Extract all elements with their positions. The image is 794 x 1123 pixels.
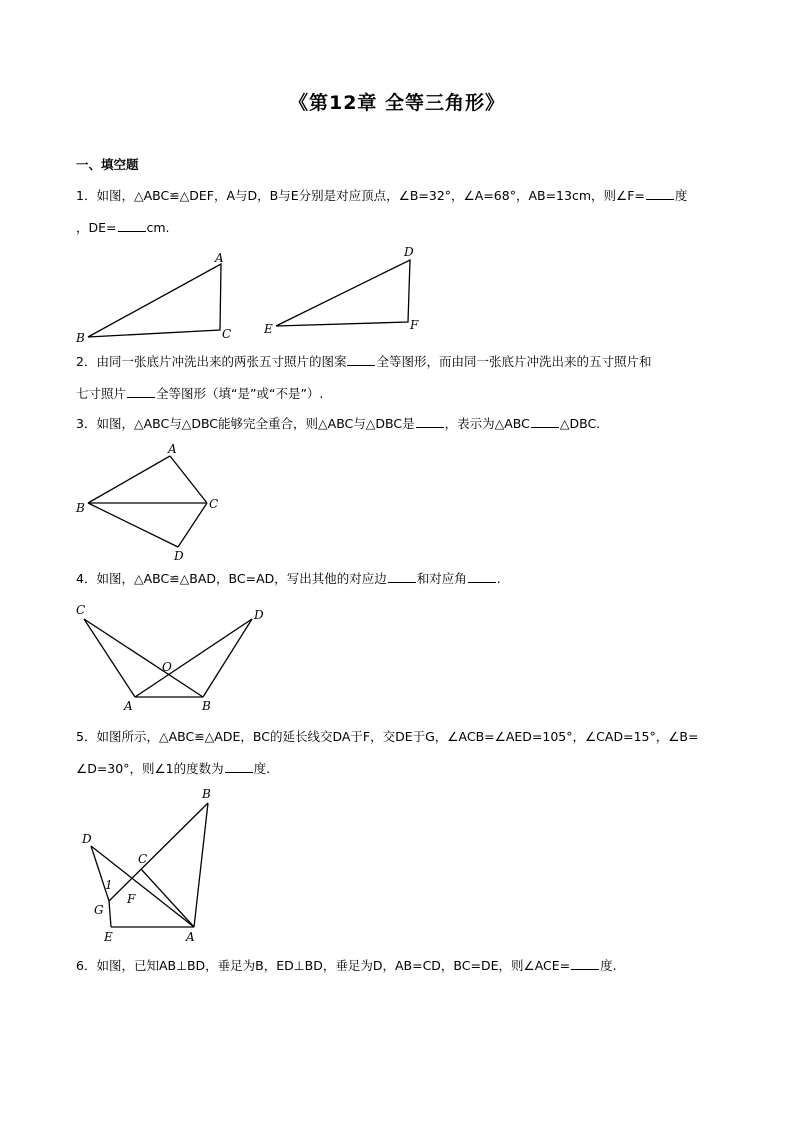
question-text: 由同一张底片冲洗出来的两张五寸照片的图案 — [96, 354, 347, 369]
answer-blank[interactable] — [646, 187, 674, 200]
question-text: . — [496, 571, 501, 586]
question-text: 度 — [674, 188, 688, 203]
figure-1-left-triangle — [76, 245, 246, 345]
page-title: 《第12章 全等三角形》 — [288, 92, 506, 114]
answer-blank[interactable] — [416, 415, 444, 428]
question-text: △DBC. — [559, 416, 601, 431]
answer-blank[interactable] — [388, 570, 416, 583]
question-text: 如图所示，△ABC≌△ADE，BC的延长线交DA于F，交DE于G，∠ACB=∠AED=105°，∠CAD=15°，∠B= — [96, 729, 699, 744]
section-heading: 一、填空题 — [76, 157, 139, 172]
question-text: 如图，△ABC≌△BAD，BC=AD，写出其他的对应边 — [96, 571, 387, 586]
segment-cb — [84, 619, 203, 697]
figure-3-kite — [74, 440, 224, 565]
answer-blank[interactable] — [531, 415, 559, 428]
angle-label-1: 1 — [105, 878, 113, 892]
question-text: 度. — [253, 761, 271, 776]
figure-1-right-triangle — [260, 240, 430, 340]
question-text: 全等图形，而由同一张底片冲洗出来的五寸照片和 — [376, 354, 652, 369]
segment-gb — [109, 803, 208, 901]
triangle-def — [276, 260, 410, 326]
vertex-label-d: D — [404, 245, 414, 259]
segment-ac — [170, 456, 207, 503]
segment-ab — [194, 803, 208, 927]
segment-bd — [88, 503, 178, 547]
question-4 — [76, 563, 726, 595]
question-number: 2． — [76, 354, 97, 369]
vertex-label-g: G — [94, 903, 104, 917]
vertex-label-d: D — [254, 608, 264, 622]
answer-blank[interactable] — [127, 385, 155, 398]
question-number: 6． — [76, 958, 97, 973]
vertex-label-b: B — [76, 501, 85, 515]
vertex-label-e: E — [264, 322, 273, 336]
vertex-label-b: B — [202, 699, 211, 713]
vertex-label-d: D — [82, 832, 92, 846]
vertex-label-c: C — [209, 497, 219, 511]
question-text: 度. — [600, 958, 617, 973]
vertex-label-b: B — [76, 331, 85, 345]
vertex-label-c: C — [222, 327, 232, 341]
answer-blank[interactable] — [118, 219, 146, 232]
question-5 — [76, 721, 726, 785]
answer-blank[interactable] — [347, 353, 375, 366]
vertex-label-o: O — [162, 660, 172, 674]
segment-ge — [109, 901, 111, 927]
question-text: 如图，已知AB⊥BD，垂足为B，ED⊥BD，垂足为D，AB=CD，BC=DE，则∠ACE= — [96, 958, 571, 973]
answer-blank[interactable] — [571, 957, 599, 970]
question-number: 5． — [76, 729, 97, 744]
question-text: 和对应角 — [416, 571, 467, 586]
vertex-label-a: A — [186, 930, 195, 942]
figure-4-crossed-triangles — [72, 600, 272, 715]
vertex-label-d: D — [174, 549, 184, 563]
answer-blank[interactable] — [225, 760, 253, 773]
question-text: cm. — [146, 220, 170, 235]
vertex-label-e: E — [104, 930, 113, 942]
question-text: 全等图形（填“是”或“不是”）. — [156, 386, 324, 401]
question-2 — [76, 346, 726, 410]
figure-5-rotated-triangles — [76, 786, 226, 942]
question-text: 如图，△ABC≌△DEF，A与D，B与E分别是对应顶点，∠B=32°，∠A=68°，AB=13cm，则∠F= — [96, 188, 645, 203]
segment-ca — [84, 619, 135, 697]
answer-blank[interactable] — [468, 570, 496, 583]
question-text: ，表示为△ABC — [444, 416, 530, 431]
question-3 — [76, 408, 726, 440]
segment-ca — [141, 869, 194, 927]
vertex-label-a: A — [215, 251, 224, 265]
vertex-label-a: A — [168, 442, 177, 456]
question-text: 如图，△ABC与△DBC能够完全重合，则△ABC与△DBC是 — [96, 416, 415, 431]
segment-dc — [178, 503, 207, 547]
segment-de — [91, 846, 109, 901]
question-text: 七寸照片 — [76, 386, 127, 401]
question-6 — [76, 950, 726, 982]
vertex-label-b: B — [202, 787, 211, 801]
question-number: 3． — [76, 416, 97, 431]
segment-ba — [88, 456, 170, 503]
vertex-label-f: F — [410, 318, 419, 332]
question-1 — [76, 180, 726, 244]
vertex-label-f: F — [127, 892, 136, 906]
vertex-label-c: C — [76, 603, 86, 617]
vertex-label-a: A — [124, 699, 133, 713]
segment-ad — [135, 619, 252, 697]
vertex-label-c: C — [138, 852, 148, 866]
question-text: ∠D=30°，则∠1的度数为 — [76, 761, 224, 776]
question-number: 1． — [76, 188, 97, 203]
question-text: ，DE= — [76, 220, 117, 235]
triangle-abc — [88, 264, 221, 337]
segment-bd — [203, 619, 252, 697]
question-number: 4． — [76, 571, 97, 586]
